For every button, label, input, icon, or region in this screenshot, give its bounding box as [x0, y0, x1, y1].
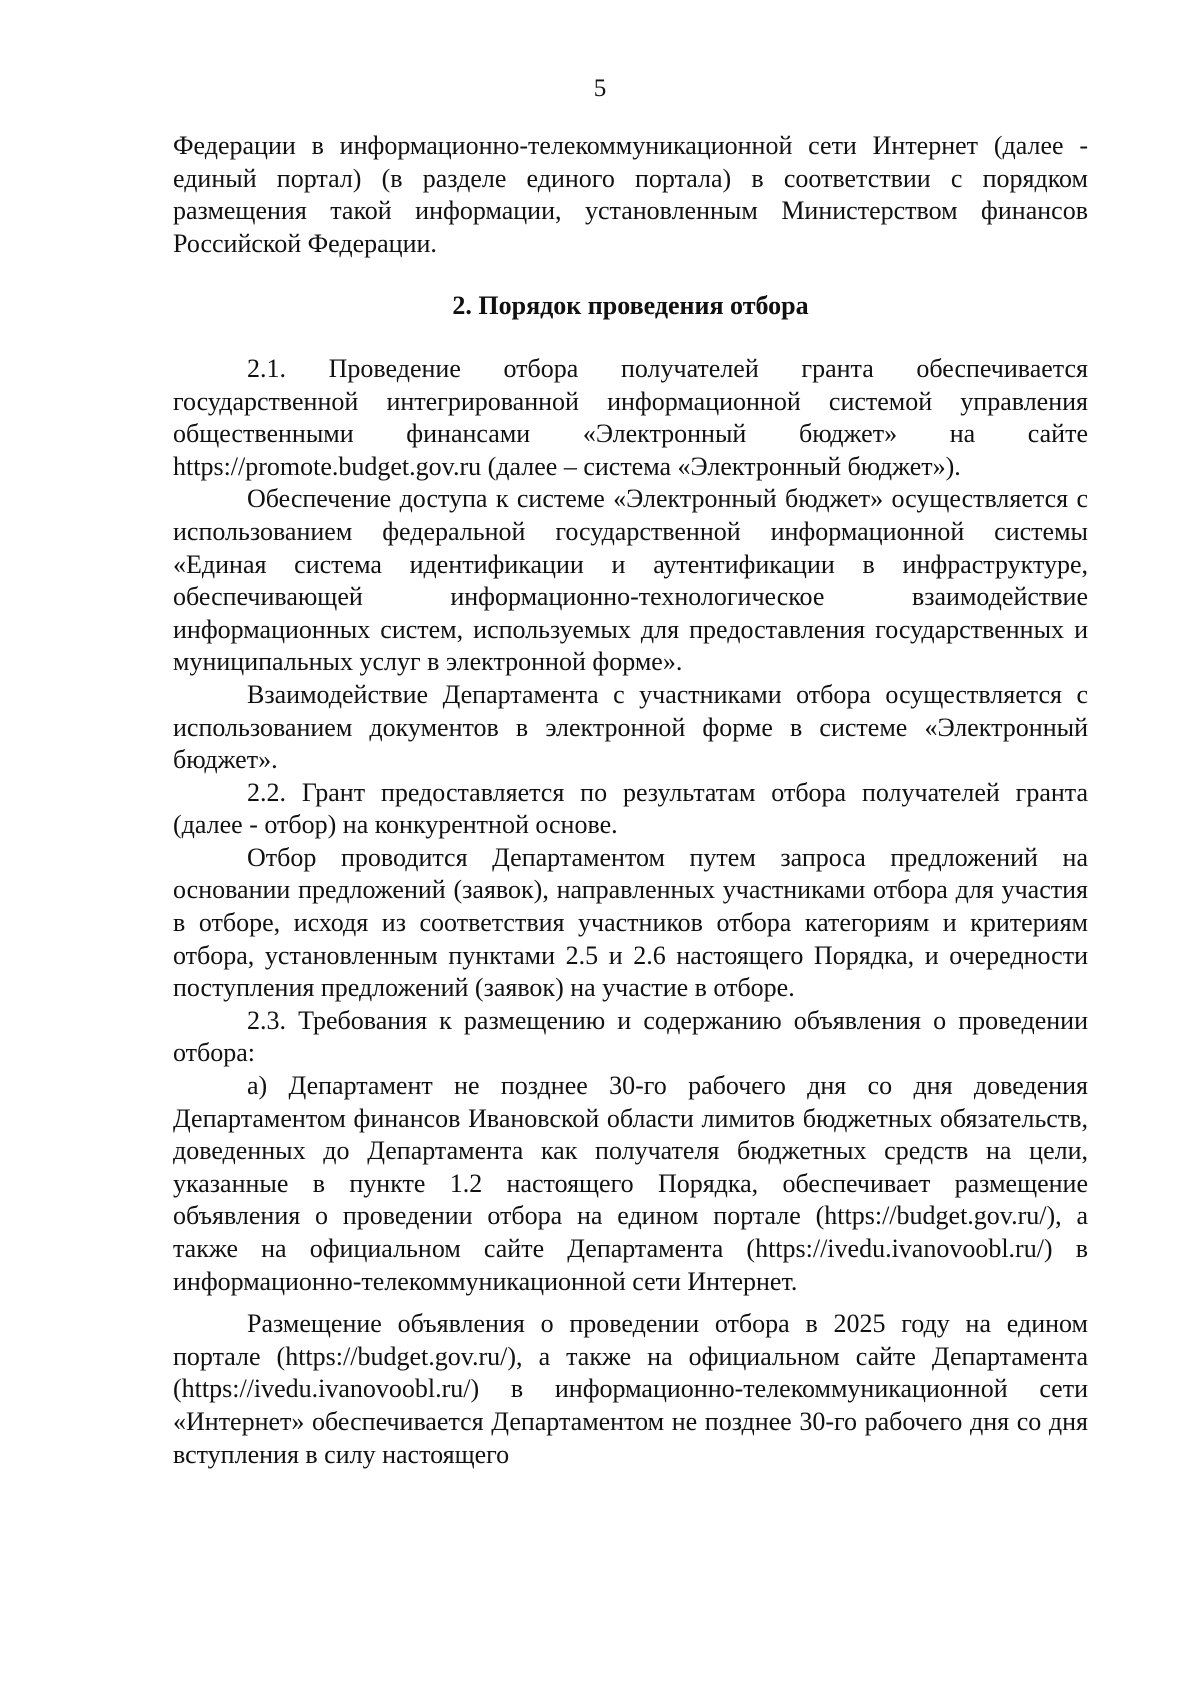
page-number: 5 [593, 75, 607, 102]
paragraph-2-3: 2.3. Требования к размещению и содержанию объявления о проведении отбора: [173, 1005, 1088, 1068]
paragraph-continuation: Федерации в информационно-телекоммуникационной сети Интернет (далее - единый портал) (в разделе единого портала) в соответствии с порядком размещения такой информации, установленным Министерством финансов Российской Федерации. [173, 131, 1088, 258]
paragraph-placement-2025: Размещение объявления о проведении отбора в 2025 году на едином портале (https://budget.gov.ru/), а также на официальном сайте Департамента (https://ivedu.ivanovoobl.ru/) в информационно-телекоммуникационной сети «Интернет» обеспечивается Департаментом не позднее 30-го рабочего дня со дня вступления в силу настоящего [173, 1309, 1088, 1469]
paragraph-interaction: Взаимодействие Департамента с участниками отбора осуществляется с использованием документов в электронной форме в системе «Электронный бюджет». [173, 679, 1088, 775]
paragraph-2-2: 2.2. Грант предоставляется по результатам отбора получателей гранта (далее - отбор) на конкурентной основе. [173, 777, 1088, 840]
paragraph-selection: Отбор проводится Департаментом путем запроса предложений на основании предложений (заявок), направленных участниками отбора для участия в отборе, исходя из соответствия участников отбора категориям и критериям отбора, установленным пунктами 2.5 и 2.6 настоящего Порядка, и очередности поступления предложений (заявок) на участие в отборе. [173, 842, 1088, 1003]
section-heading: 2. Порядок проведения отбора [452, 291, 809, 321]
paragraph-2-3-a: а) Департамент не позднее 30-го рабочего дня со дня доведения Департаментом финансов Ивановской области лимитов бюджетных обязательств, доведенных до Департамента как получателя бюджетных средств на цели, указанные в пункте 1.2 настоящего Порядка, обеспечивает размещение объявления о проведении отбора на едином портале (https://budget.gov.ru/), а также на официальном сайте Департамента (https://ivedu.ivanovoobl.ru/) в информационно-телекоммуникационной сети Интернет. [173, 1071, 1088, 1296]
document-body [173, 130, 1088, 1471]
paragraph-access: Обеспечение доступа к системе «Электронный бюджет» осуществляется с использованием федеральной государственной информационной системы «Единая система идентификации и аутентификации в инфраструктуре, обеспечивающей информационно-технологическое взаимодействие информационных систем, используемых для предоставления государственных и муниципальных услуг в электронной форме». [173, 484, 1088, 677]
paragraph-2-1: 2.1. Проведение отбора получателей гранта обеспечивается государственной интегрированной информационной системой управления общественными финансами «Электронный бюджет» на сайте https://promote.budget.gov.ru (далее – система «Электронный бюджет»). [173, 353, 1088, 481]
